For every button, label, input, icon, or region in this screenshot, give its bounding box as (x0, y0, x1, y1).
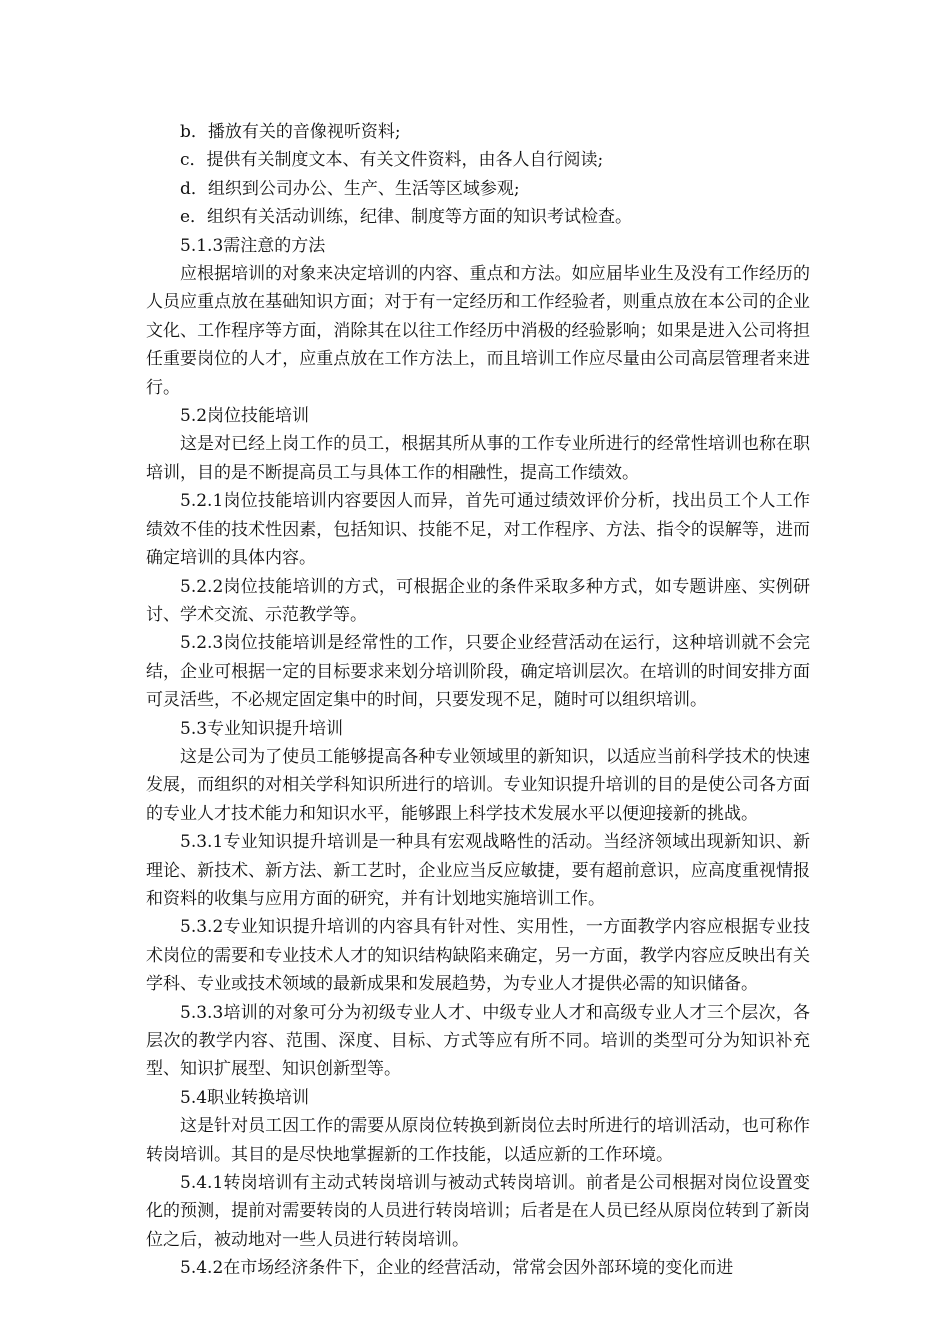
paragraph-5-3-1: 5.3.1专业知识提升培训是一种具有宏观战略性的活动。当经济领域出现新知识、新理论、新技术、新方法、新工艺时，企业应当反应敏捷，要有超前意识，应高度重视情报和资料的收集与应用方面的研究，并有计划地实施培训工作。 (146, 832, 810, 909)
paragraph-5-3-2: 5.3.2专业知识提升培训的内容具有针对性、实用性，一方面教学内容应根据专业技术岗位的需要和专业技术人才的知识结构缺陷来确定，另一方面，教学内容应反映出有关学科、专业或技术领域的最新成果和发展趋势，为专业人才提供必需的知识储备。 (146, 917, 810, 995)
list-item-e: e．组织有关活动训练，纪律、制度等方面的知识考试检查。 (180, 207, 633, 228)
paragraph-5-2-1: 5.2.1岗位技能培训内容要因人而异，首先可通过绩效评价分析，找出员工个人工作绩效不佳的技术性因素，包括知识、技能不足，对工作程序、方法、指令的误解等，进而确定培训的具体内容。 (146, 491, 810, 569)
paragraph: 这是对已经上岗工作的员工，根据其所从事的工作专业所进行的经常性培训也称在职培训，目的是不断提高员工与具体工作的相融性，提高工作绩效。 (146, 434, 810, 483)
section-heading-5-4: 5.4职业转换培训 (180, 1087, 310, 1108)
paragraph-5-3-3: 5.3.3培训的对象可分为初级专业人才、中级专业人才和高级专业人才三个层次，各层次的教学内容、范围、深度、目标、方式等应有所不同。培训的类型可分为知识补充型、知识扩展型、知识创新型等。 (146, 1002, 810, 1080)
section-heading-5-2: 5.2岗位技能培训 (180, 406, 310, 427)
paragraph-5-2-3: 5.2.3岗位技能培训是经常性的工作，只要企业经营活动在运行，这种培训就不会完结，企业可根据一定的目标要求来划分培训阶段，确定培训层次。在培训的时间安排方面可灵活些，不必规定固定集中的时间，只要发现不足，随时可以组织培训。 (146, 633, 810, 711)
list-item-b: b．播放有关的音像视听资料; (180, 122, 401, 142)
section-heading-5-3: 5.3专业知识提升培训 (180, 718, 344, 739)
paragraph-5-2-2: 5.2.2岗位技能培训的方式，可根据企业的条件采取多种方式，如专题讲座、实例研讨、学术交流、示范教学等。 (146, 576, 810, 625)
paragraph-5-4-2: 5.4.2在市场经济条件下，企业的经营活动，常常会因外部环境的变化而进 (180, 1258, 734, 1279)
list-item-c: c．提供有关制度文本、有关文件资料，由各人自行阅读; (180, 150, 604, 171)
section-heading-5-1-3: 5.1.3需注意的方法 (180, 235, 326, 256)
paragraph: 这是针对员工因工作的需要从原岗位转换到新岗位去时所进行的培训活动，也可称作转岗培训。其目的是尽快地掌握新的工作技能，以适应新的工作环境。 (146, 1116, 810, 1165)
paragraph: 应根据培训的对象来决定培训的内容、重点和方法。如应届毕业生及没有工作经历的人员应重点放在基础知识方面；对于有一定经历和工作经验者，则重点放在本公司的企业文化、工作程序等方面，消除其在以往工作经历中消极的经验影响；如果是进入公司将担任重要岗位的人才，应重点放在工作方法上，而且培训工作应尽量由公司高层管理者来进行。 (146, 264, 810, 398)
paragraph: 这是公司为了使员工能够提高各种专业领域里的新知识，以适应当前科学技术的快速发展，而组织的对相关学科知识所进行的培训。专业知识提升培训的目的是使公司各方面的专业人才技术能力和知识水平，能够跟上科学技术发展水平以便迎接新的挑战。 (146, 746, 810, 824)
paragraph-5-4-1: 5.4.1转岗培训有主动式转岗培训与被动式转岗培训。前者是公司根据对岗位设置变化的预测，提前对需要转岗的人员进行转岗培训；后者是在人员已经从原岗位转到了新岗位之后，被动地对一些人员进行转岗培训。 (146, 1173, 810, 1250)
document-body (146, 118, 810, 1283)
list-item-d: d．组织到公司办公、生产、生活等区域参观; (180, 178, 520, 199)
